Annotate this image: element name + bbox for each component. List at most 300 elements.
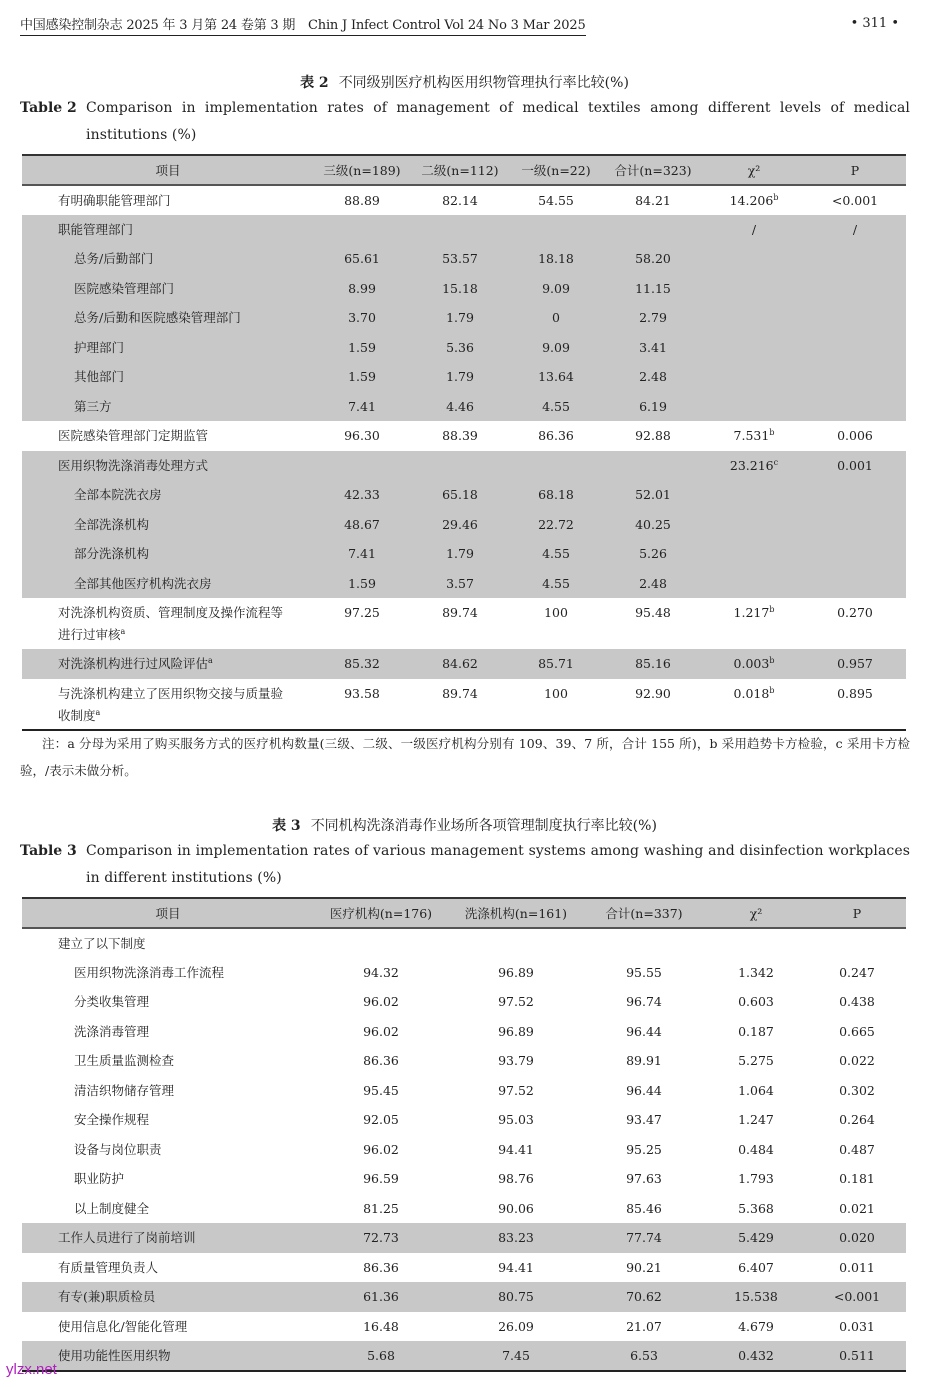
chi2-cell	[704, 958, 808, 988]
row-label	[22, 598, 314, 649]
value-text: 95.48	[635, 605, 671, 620]
value-text: 96.89	[498, 964, 534, 980]
chi2-text: 15.538	[734, 1289, 778, 1304]
value-cell	[448, 1341, 584, 1371]
chi2-value	[704, 480, 804, 487]
value-cell	[314, 1105, 448, 1135]
row-label	[22, 1164, 314, 1194]
row-label-text: 其他部门	[74, 369, 125, 384]
table-row	[22, 421, 906, 451]
value-cell	[314, 1164, 448, 1194]
p-value-cell	[804, 510, 906, 540]
value-text: 7.45	[502, 1348, 530, 1363]
value-text: 1.79	[446, 369, 474, 384]
value-text: 6.19	[639, 398, 667, 414]
value-text: 70.62	[626, 1289, 662, 1304]
value-text: 96.02	[363, 1023, 399, 1039]
chi2-cell	[704, 333, 804, 363]
value-text: 0	[552, 310, 560, 325]
table-row	[22, 539, 906, 569]
table-row	[22, 958, 906, 988]
chi2-text: 0.003	[733, 656, 770, 671]
chi2-cell	[704, 598, 804, 649]
value-text: 95.03	[498, 1112, 534, 1127]
p-value-cell	[804, 598, 906, 649]
chi2-cell	[704, 1046, 808, 1076]
row-label-text: 护理部门	[74, 339, 125, 355]
value-text: 89.74	[442, 605, 478, 620]
watermark: ylzx.net	[6, 1361, 57, 1378]
p-value-cell	[804, 451, 906, 481]
value-text	[410, 451, 510, 458]
chi2-value	[704, 451, 804, 474]
page-number: • 311 •	[850, 16, 899, 31]
value-text: 7.41	[348, 546, 376, 561]
row-label	[22, 1253, 314, 1283]
p-value-cell	[808, 1194, 906, 1224]
value-cell	[584, 1282, 704, 1312]
value-text: 9.09	[542, 280, 570, 296]
value-cell	[510, 480, 602, 510]
value-cell	[602, 215, 704, 245]
p-value-text	[804, 274, 906, 281]
value-cell	[410, 362, 510, 392]
chi2-text: 0.432	[738, 1348, 774, 1363]
table2-header-col-2: 二级(n=112)	[410, 155, 510, 185]
p-value-cell	[808, 1312, 906, 1342]
chi2-value	[704, 929, 808, 936]
row-label-text: 清洁织物储存管理	[74, 1082, 175, 1098]
chi2-value	[704, 679, 804, 702]
value-text	[510, 451, 602, 458]
row-label-text: 对洗涤机构资质、管理制度及操作流程等进行过审核$^a$	[58, 605, 284, 642]
value-text: 83.23	[498, 1230, 534, 1245]
value-cell	[314, 274, 410, 304]
value-cell	[510, 569, 602, 599]
row-label	[22, 1341, 314, 1371]
value-cell	[448, 1164, 584, 1194]
value-cell	[584, 958, 704, 988]
row-label	[22, 244, 314, 274]
row-label-text: 医用织物洗涤消毒工作流程	[74, 964, 225, 980]
row-label-text: 医院感染管理部门	[74, 280, 175, 296]
table2-label-cn: 表 2	[300, 75, 329, 91]
chi2-value	[704, 333, 804, 340]
value-cell	[602, 421, 704, 451]
value-text	[410, 215, 510, 222]
test-type-marker: b	[773, 193, 779, 202]
table-row	[22, 569, 906, 599]
value-text: 15.18	[442, 280, 478, 296]
test-type-marker: c	[773, 457, 779, 467]
value-text: 96.02	[363, 1141, 399, 1157]
value-cell	[584, 987, 704, 1017]
test-type-marker: b	[769, 605, 775, 614]
p-value-cell	[804, 215, 906, 245]
chi2-value	[704, 186, 804, 209]
footnote-marker: a	[95, 707, 101, 717]
p-value-text: /	[852, 221, 858, 237]
value-text: 89.74	[442, 685, 478, 701]
table3-caption-en	[20, 838, 910, 892]
chi2-text: 6.407	[738, 1259, 774, 1275]
row-label	[22, 274, 314, 304]
row-label-text: 建立了以下制度	[58, 936, 146, 951]
chi2-value	[704, 1253, 808, 1276]
chi2-cell	[704, 421, 804, 451]
value-cell	[314, 1046, 448, 1076]
value-cell	[448, 1046, 584, 1076]
chi2-text: 14.206	[729, 193, 774, 208]
value-cell	[602, 274, 704, 304]
p-value-text: 0.511	[839, 1348, 875, 1363]
table2-title-en: Comparison in implementation rates of management of medical textiles among different levels of medical institutions (%)	[86, 100, 910, 143]
table-row	[22, 1341, 906, 1371]
row-label-text: 职能管理部门	[58, 221, 134, 237]
chi2-cell	[704, 1076, 808, 1106]
value-text: 6.53	[630, 1348, 658, 1363]
p-value-cell	[808, 1046, 906, 1076]
chi2-cell	[704, 928, 808, 958]
value-text: 4.55	[542, 398, 570, 414]
table-row	[22, 1194, 906, 1224]
value-cell	[510, 421, 602, 451]
row-label	[22, 649, 314, 679]
table-row	[22, 215, 906, 245]
p-value-text: 0.022	[839, 1053, 875, 1068]
value-cell	[314, 244, 410, 274]
value-text: 85.46	[626, 1200, 662, 1216]
value-cell	[314, 480, 410, 510]
p-value-text: 0.302	[839, 1082, 875, 1098]
chi2-text: 1.342	[738, 964, 774, 980]
value-text: 92.05	[363, 1112, 399, 1127]
value-text: 54.55	[538, 193, 574, 208]
row-label-text: 分类收集管理	[74, 994, 150, 1009]
value-cell	[510, 451, 602, 481]
value-cell	[314, 539, 410, 569]
p-value-text: 0.438	[839, 994, 875, 1009]
p-value-text	[804, 244, 906, 251]
value-text: 95.55	[626, 964, 662, 980]
table-row	[22, 928, 906, 958]
row-label	[22, 1135, 314, 1165]
p-value-cell	[808, 1017, 906, 1047]
chi2-value	[704, 649, 804, 672]
value-text: 96.59	[363, 1171, 399, 1186]
value-cell	[584, 1253, 704, 1283]
p-value-cell	[804, 569, 906, 599]
value-text: 1.59	[348, 339, 376, 355]
table2-header-col-1: 三级(n=189)	[314, 155, 410, 185]
value-text: 42.33	[344, 487, 380, 502]
value-text: 97.63	[626, 1171, 662, 1186]
table-row	[22, 244, 906, 274]
row-label	[22, 185, 314, 215]
value-text: 94.41	[498, 1141, 534, 1157]
value-text: 88.89	[344, 193, 380, 208]
value-text: 93.58	[344, 685, 380, 701]
p-value-cell	[804, 303, 906, 333]
value-cell	[410, 392, 510, 422]
value-text: 61.36	[363, 1289, 399, 1304]
value-text: 84.62	[442, 656, 478, 671]
value-cell	[448, 1223, 584, 1253]
row-label	[22, 421, 314, 451]
row-label-text: 与洗涤机构建立了医用织物交接与质量验收制度$^a$	[58, 685, 284, 723]
value-text: 2.48	[639, 575, 667, 591]
value-text: 72.73	[363, 1230, 399, 1245]
chi2-cell	[704, 274, 804, 304]
value-cell	[314, 1341, 448, 1371]
value-text: 5.68	[367, 1348, 395, 1363]
value-text: 16.48	[363, 1318, 399, 1334]
p-value-cell	[804, 333, 906, 363]
value-cell	[314, 421, 410, 451]
value-cell	[448, 1076, 584, 1106]
value-text: 93.79	[498, 1053, 534, 1068]
row-label	[22, 215, 314, 245]
value-cell	[410, 185, 510, 215]
value-cell	[314, 958, 448, 988]
value-cell	[602, 539, 704, 569]
value-text: 3.41	[639, 339, 667, 355]
chi2-cell	[704, 1164, 808, 1194]
value-cell	[584, 1341, 704, 1371]
value-cell	[510, 274, 602, 304]
footnote-marker: a	[208, 656, 213, 665]
value-text: 92.88	[635, 428, 671, 443]
value-text: 40.25	[635, 516, 671, 532]
row-label-text: 部分洗涤机构	[74, 546, 150, 561]
row-label	[22, 928, 314, 958]
value-cell	[410, 598, 510, 649]
value-cell	[602, 392, 704, 422]
chi2-cell	[704, 480, 804, 510]
p-value-cell	[808, 1076, 906, 1106]
value-text: 4.55	[542, 546, 570, 561]
row-label-text: 全部洗涤机构	[74, 516, 150, 532]
value-cell	[448, 987, 584, 1017]
value-cell	[314, 987, 448, 1017]
table3-label-en: Table 3	[20, 843, 77, 859]
value-text	[314, 215, 410, 222]
table-row	[22, 333, 906, 363]
table-row	[22, 1164, 906, 1194]
value-cell	[410, 421, 510, 451]
row-label	[22, 539, 314, 569]
row-label-text: 全部其他医疗机构洗衣房	[74, 575, 212, 591]
chi2-text: 4.679	[738, 1318, 774, 1334]
value-text: 93.47	[626, 1112, 662, 1127]
value-cell	[584, 1164, 704, 1194]
chi2-cell	[704, 215, 804, 245]
row-label-text: 第三方	[74, 398, 112, 414]
value-text: 95.45	[363, 1082, 399, 1098]
chi2-value	[704, 1105, 808, 1128]
test-type-marker: b	[769, 428, 775, 437]
table2-label-en: Table 2	[20, 100, 77, 116]
chi2-text: 5.368	[738, 1200, 774, 1216]
value-text: 13.64	[538, 369, 574, 384]
chi2-cell	[704, 569, 804, 599]
chi2-cell	[704, 649, 804, 679]
table2-title-cn: 不同级别医疗机构医用织物管理执行率比较(%)	[338, 75, 629, 91]
chi2-cell	[704, 1282, 808, 1312]
row-label-text: 总务/后勤部门	[74, 251, 154, 266]
value-text: 8.99	[348, 280, 376, 296]
value-text: 86.36	[538, 428, 574, 443]
value-cell	[314, 569, 410, 599]
value-cell	[510, 362, 602, 392]
chi2-cell	[704, 510, 804, 540]
chi2-text: 1.217	[733, 605, 770, 620]
value-cell	[314, 1253, 448, 1283]
value-cell	[314, 1223, 448, 1253]
table-row	[22, 274, 906, 304]
value-text: 22.72	[538, 516, 574, 532]
value-cell	[410, 333, 510, 363]
p-value-cell	[804, 480, 906, 510]
chi2-value	[704, 362, 804, 369]
chi2-value	[704, 1282, 808, 1305]
table3-header-col-0: 项目	[22, 898, 314, 928]
p-value-cell	[808, 1135, 906, 1165]
table-row	[22, 1076, 906, 1106]
p-value-text: <0.001	[833, 1289, 881, 1304]
value-cell	[314, 1135, 448, 1165]
value-cell	[510, 539, 602, 569]
value-text: 29.46	[442, 516, 478, 532]
p-value-text: 0.001	[837, 457, 873, 473]
value-text: 96.44	[626, 1082, 662, 1098]
value-text	[602, 451, 704, 458]
table2-header-col-4: 合计(n=323)	[602, 155, 704, 185]
value-text: 11.15	[635, 280, 671, 296]
table-row	[22, 987, 906, 1017]
value-text: 94.32	[363, 964, 399, 980]
row-label-text: 有质量管理负责人	[58, 1259, 159, 1275]
value-text: 18.18	[538, 251, 574, 266]
row-label	[22, 362, 314, 392]
row-label-text: 总务/后勤和医院感染管理部门	[74, 310, 241, 325]
chi2-value	[704, 244, 804, 251]
value-cell	[510, 649, 602, 679]
value-cell	[448, 928, 584, 958]
chi2-value	[704, 303, 804, 310]
value-text: 96.44	[626, 1023, 662, 1039]
chi2-text: 5.275	[738, 1053, 774, 1068]
value-cell	[410, 480, 510, 510]
row-label	[22, 958, 314, 988]
table-row	[22, 451, 906, 481]
value-cell	[448, 1194, 584, 1224]
chi2-text: 0.018	[733, 685, 770, 701]
value-text: 26.09	[498, 1318, 534, 1334]
chi2-value	[704, 598, 804, 621]
value-cell	[314, 1194, 448, 1224]
table-row	[22, 679, 906, 730]
chi2-text: 23.216	[729, 457, 774, 473]
value-cell	[602, 598, 704, 649]
value-cell	[584, 1017, 704, 1047]
p-value-cell	[808, 1341, 906, 1371]
p-value-text: <0.001	[831, 193, 879, 208]
value-text: 7.41	[348, 398, 376, 414]
footnote-marker: a	[120, 627, 126, 636]
chi2-cell	[704, 1253, 808, 1283]
value-cell	[602, 679, 704, 730]
value-cell	[584, 1194, 704, 1224]
table2	[22, 154, 906, 731]
chi2-text: 0.187	[738, 1023, 774, 1039]
value-text: 48.67	[344, 516, 380, 532]
chi2-value	[704, 510, 804, 517]
value-cell	[602, 510, 704, 540]
chi2-cell	[704, 539, 804, 569]
chi2-cell	[704, 244, 804, 274]
p-value-text: 0.270	[837, 605, 873, 620]
value-cell	[410, 510, 510, 540]
row-label-text: 有明确职能管理部门	[58, 193, 171, 208]
p-value-cell	[804, 679, 906, 730]
value-cell	[602, 185, 704, 215]
p-value-text: 0.031	[839, 1318, 875, 1334]
chi2-cell	[704, 987, 808, 1017]
value-text: 96.74	[626, 994, 662, 1009]
value-text: 85.32	[344, 656, 380, 671]
row-label-text: 使用功能性医用织物	[58, 1348, 171, 1363]
value-cell	[602, 244, 704, 274]
row-label	[22, 480, 314, 510]
chi2-value	[704, 1076, 808, 1099]
value-cell	[510, 303, 602, 333]
row-label-text: 洗涤消毒管理	[74, 1023, 150, 1039]
value-text: 85.16	[635, 656, 671, 671]
value-cell	[602, 333, 704, 363]
table2-header-col-6: P	[804, 155, 906, 185]
p-value-cell	[804, 362, 906, 392]
value-text: 77.74	[626, 1230, 662, 1245]
row-label	[22, 303, 314, 333]
value-cell	[314, 510, 410, 540]
p-value-cell	[808, 928, 906, 958]
value-text: 5.36	[446, 339, 474, 355]
row-label-text: 医院感染管理部门定期监管	[58, 428, 209, 443]
table-row	[22, 510, 906, 540]
table3-caption-cn	[0, 815, 929, 835]
table3-header-col-2: 洗涤机构(n=161)	[448, 898, 584, 928]
row-label-text: 卫生质量监测检查	[74, 1053, 175, 1068]
value-cell	[314, 679, 410, 730]
table3-header-col-5: P	[808, 898, 906, 928]
chi2-cell	[704, 1341, 808, 1371]
row-label	[22, 392, 314, 422]
value-text: 96.02	[363, 994, 399, 1009]
value-cell	[314, 1282, 448, 1312]
chi2-value	[704, 1017, 808, 1040]
value-cell	[314, 928, 448, 958]
value-text	[314, 929, 448, 936]
value-text: 82.14	[442, 193, 478, 208]
row-label-text: 设备与岗位职责	[74, 1141, 162, 1157]
row-label-text: 职业防护	[74, 1171, 125, 1186]
value-text: 21.07	[626, 1318, 662, 1334]
value-cell	[314, 215, 410, 245]
chi2-text: 7.531	[733, 428, 770, 443]
value-cell	[584, 1135, 704, 1165]
value-text: 97.52	[498, 994, 534, 1009]
